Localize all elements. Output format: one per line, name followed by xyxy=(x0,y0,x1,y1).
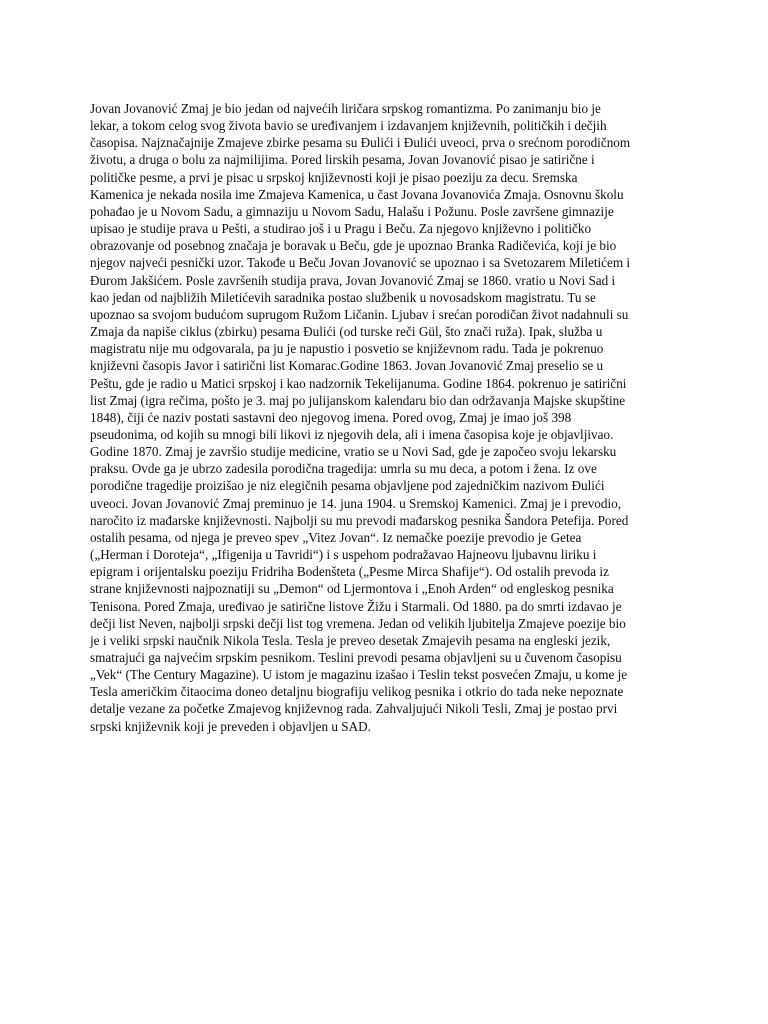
text-line: pseudonima, od kojih su mnogi bili likovi iz njegovih dela, ali i imena časopisa koje je objavljivao. xyxy=(90,426,614,442)
text-line: Tenisona. Pored Zmaja, uređivao je satirične listove Žižu i Starmali. Od 1880. pa do smrti izdavao je xyxy=(90,598,622,614)
text-line: 1848), čiji će naziv postati sastavni deo njegovog imena. Pored ovog, Zmaj je imao još 398 xyxy=(90,409,572,425)
text-line: Zmaja da napiše ciklus (zbirku) pesama Đulići (od turske reči Gül, što znači ruža). Ipak, služba u xyxy=(90,324,603,340)
text-line: časopisa. Najznačajnije Zmajeve zbirke pesama su Đulići i Đulići uveoci, prva o srećnom porodičnom xyxy=(90,135,631,151)
text-line: srpski književnik koji je preveden i objavljen u SAD. xyxy=(90,718,371,734)
text-line: pohađao je u Novom Sadu, a gimnaziju u Novom Sadu, Halašu i Požunu. Posle završene gimnazije xyxy=(90,203,614,219)
text-line: književni časopis Javor i satirični list Komarac.Godine 1863. Jovan Jovanović Zmaj preselio se u xyxy=(90,358,604,374)
text-line: list Zmaj (igra rečima, pošto je 3. maj po julijanskom kalendaru bio dan održavanja Majske skupštine xyxy=(90,392,626,408)
text-line: smatrajući ga najvećim srpskim pesnikom. Teslini prevodi pesama objavljeni su u čuvenom časopisu xyxy=(90,650,622,665)
text-line: („Herman i Doroteja“, „Ifigenija u Tavridi“) i s uspehom podražavao Hajneovu ljubavnu liriku i xyxy=(90,547,597,563)
text-line: lekar, a tokom celog svog života bavio se uređivanjem i izdavanjem književnih, političkih i dečjih xyxy=(90,118,607,134)
text-line: Jovan Jovanović Zmaj je bio jedan od najvećih liričara srpskog romantizma. Po zanimanju bio je xyxy=(90,101,601,116)
text-line: Đurom Jakšićem. Posle završenih studija prava, Jovan Jovanović Zmaj se 1860. vratio u Novi Sad i xyxy=(90,272,616,288)
text-line: praksu. Ovde ga je ubrzo zadesila porodična tragedija: umrla su mu deca, a potom i žena. Iz ove xyxy=(90,461,597,477)
text-line: strane književnosti najpoznatiji su „Demon“ od Ljermontova i „Enoh Arden“ od engleskog pesnika xyxy=(90,581,614,597)
text-line: upisao je studije prava u Pešti, a studirao još i u Pragu i Beču. Za njegovo književno i političko xyxy=(90,221,592,237)
text-line: životu, a druga o bolu za najmilijima. Pored lirskih pesama, Jovan Jovanović pisao je satirične i xyxy=(90,152,595,168)
text-line: porodične tragedije proizišao je niz elegičnih pesama objavljene pod zajedničkim nazivom Đulići xyxy=(90,478,605,494)
body-paragraph xyxy=(90,100,675,735)
text-line: političke pesme, a prvi je pisac u srpskoj književnosti koji je pisao poeziju za decu. Sremska xyxy=(90,169,578,185)
text-line: ostalih pesama, od njega je preveo spev „Vitez Jovan“. Iz nemačke poezije prevodio je Getea xyxy=(90,529,582,545)
text-line: epigram i orijentalsku poeziju Fridriha Bodenšteta („Pesme Mirca Shafije“). Od ostalih prevoda iz xyxy=(90,564,609,580)
text-line: Kamenica je nekada nosila ime Zmajeva Kamenica, u čast Jovana Jovanovića Zmaja. Osnovnu školu xyxy=(90,186,624,202)
text-line: naročito iz mađarske književnosti. Najbolji su mu prevodi mađarskog pesnika Šandora Petefija. Pored xyxy=(90,512,629,528)
text-line: Peštu, gde je radio u Matici srpskoj i kao nadzornik Tekelijanuma. Godine 1864. pokrenuo je satirični xyxy=(90,375,627,391)
text-line: obrazovanje od posebnog značaja je boravak u Beču, gde je upoznao Branka Radičevića, koji je bio xyxy=(90,238,617,254)
text-line: Tesla američkim čitaocima doneo detaljnu biografiju velikog pesnika i otkrio do tada neke nepoznate xyxy=(90,684,624,700)
text-line: kao jedan od najbližih Miletićevih saradnika postao službenik u novosadskom magistratu. Tu se xyxy=(90,289,596,305)
text-line: njegov najveći pesnički uzor. Takođe u Beču Jovan Jovanović se upoznao i sa Svetozarem Miletićem i xyxy=(90,255,631,271)
text-line: detalje vezane za početke Zmajevog književnog rada. Zahvaljujući Nikoli Tesli, Zmaj je postao prvi xyxy=(90,701,618,717)
text-line: upoznao sa svojom budućom suprugom Ružom Ličanin. Ljubav i srećan porodičan život nadahnuli su xyxy=(90,306,629,322)
text-line: Godine 1870. Zmaj je završio studije medicine, vratio se u Novi Sad, gde je započeo svoju lekarsku xyxy=(90,444,617,460)
text-line: „Vek“ (The Century Magazine). U istom je magazinu izašao i Teslin tekst posvećen Zmaju, u kome je xyxy=(90,667,628,683)
text-line: je i veliki srpski naučnik Nikola Tesla. Tesla je preveo desetak Zmajevih pesama na engleski jezik, xyxy=(90,632,611,648)
text-line: uveoci. Jovan Jovanović Zmaj preminuo je 14. juna 1904. u Sremskoj Kamenici. Zmaj je i prevodio, xyxy=(90,495,622,511)
text-line: dečji list Neven, najbolji srpski dečji list tog vremena. Jedan od velikih ljubitelja Zmajeve poezije bio xyxy=(90,615,626,631)
text-line: magistratu nije mu odgovarala, pa ju je napustio i posvetio se književnom radu. Tada je pokrenuo xyxy=(90,341,604,357)
